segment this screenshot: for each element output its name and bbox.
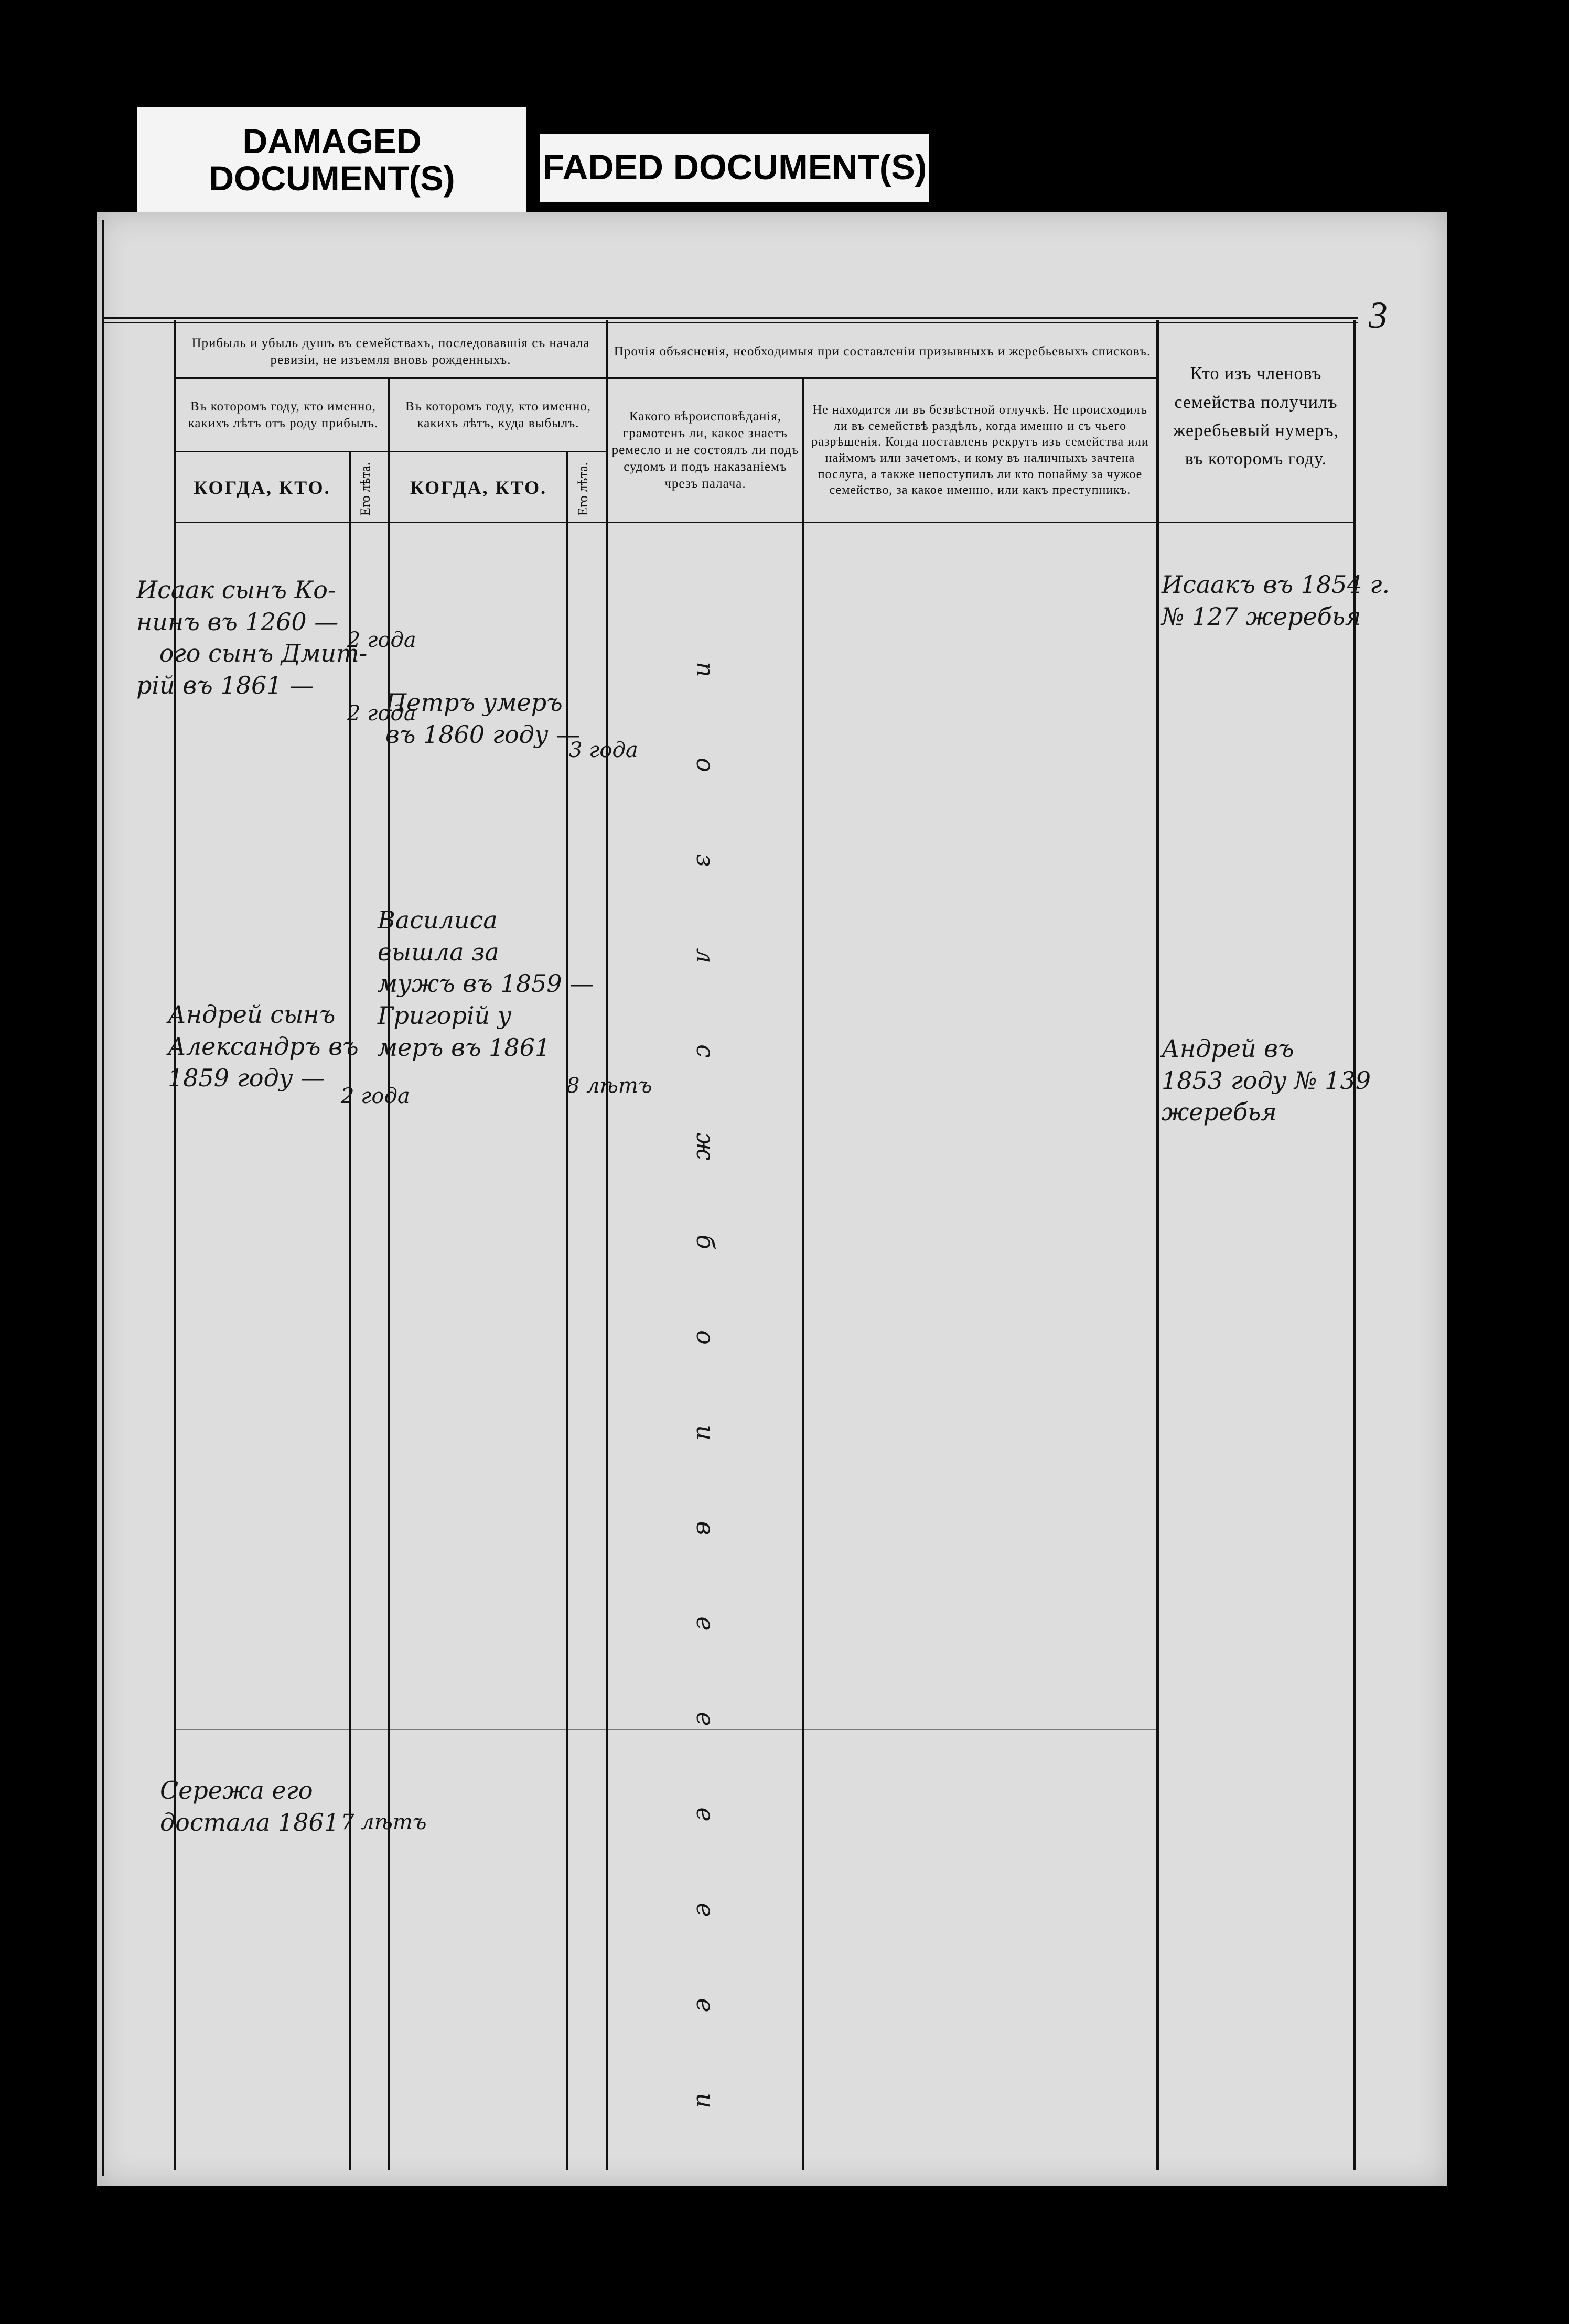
header-rule <box>174 522 1354 523</box>
entry-departed-1-age: 3 года <box>569 738 638 762</box>
header-age-departed: Его лѣта. <box>575 462 590 516</box>
religion-vertical-char: о <box>691 1330 719 1345</box>
entry-arrived-2-age: 2 года <box>341 1084 410 1108</box>
page-number: 3 <box>1369 294 1388 336</box>
header-religion: Какого вѣроисповѣданiя, грамотенъ ли, какое знаетъ ремесло и не состоялъ ли подъ судомъ и подъ наказанiемъ чрезъ палача. <box>611 409 799 491</box>
religion-vertical-char: е <box>691 1903 719 1917</box>
top-double-rule-inner <box>102 322 1358 323</box>
religion-vertical-char: с <box>691 1044 719 1058</box>
damaged-document-label: DAMAGED DOCUMENT(S) <box>137 107 526 212</box>
religion-vertical-char: о <box>691 758 719 772</box>
entry-departed-2-age: 8 лѣтъ <box>566 1074 652 1098</box>
religion-vertical-char: в <box>691 1521 719 1536</box>
religion-vertical-char: и <box>691 1425 719 1441</box>
header-arrived: Въ которомъ году, кто именно, какихъ лѣтъ отъ роду прибылъ. <box>188 399 379 430</box>
left-border <box>102 220 104 2176</box>
entry-arrived-1: Исаак сынъ Ко- нинъ въ 1260 — ого сынъ Дмит- рiй въ 1861 — <box>136 576 368 700</box>
religion-vertical-char: е <box>691 1616 719 1631</box>
header-rule <box>174 451 607 452</box>
top-double-rule <box>102 317 1358 319</box>
religion-vertical-char: л <box>691 948 719 964</box>
entry-arrived-1-age: 2 года <box>347 628 416 652</box>
header-rule <box>174 377 1157 379</box>
header-absence: Не находится ли въ безвѣстной отлучкѣ. Не происходилъ ли въ семействѣ раздѣлъ, когда именно и съ чьего разрѣшенiя. Когда поставленъ рекрутъ изъ семейства или наймомъ или зачетомъ, и кому въ наличныхъ зачтена послуга, а также непоступилъ ли кто понайму за чужое семейство, за какое именно, или какъ преступникъ. <box>811 403 1149 498</box>
entry-arrived-2: Андрей сынъ Александръ въ 1859 году — <box>168 1000 359 1093</box>
col-rule <box>606 320 608 2170</box>
entry-arrived-1-age: 2 года <box>347 701 416 726</box>
entry-departed-2: Василиса вышла за мужъ въ 1859 — Григорiй у меръ въ 1861 <box>378 906 594 1062</box>
religion-vertical-char: е <box>691 1712 719 1726</box>
col-rule <box>1156 320 1159 2170</box>
religion-vertical-char: з <box>691 853 719 867</box>
religion-vertical-char: и <box>691 2093 719 2109</box>
religion-vertical-char: е <box>691 1998 719 2013</box>
header-other-explanations: Прочiя объясненiя, необходимыя при составленiи призывныхъ и жеребьевыхъ списковъ. <box>614 344 1151 359</box>
entry-arrived-3: Сережа его достала 1861 <box>160 1776 340 1836</box>
col-rule <box>802 377 804 2170</box>
header-age-arrived: Его лѣта. <box>358 462 373 516</box>
entry-arrived-3-age: 7 лѣтъ <box>341 1810 427 1834</box>
row-rule <box>174 1729 1157 1730</box>
religion-vertical-char: б <box>691 1234 719 1250</box>
header-lot-number: Кто изъ членовъ семейства получилъ жеребьевый нумеръ, въ которомъ году. <box>1173 364 1339 469</box>
header-gain-loss: Прибыль и убыль душъ въ семействахъ, последовавшiя съ начала ревизiи, не изъемля вновь рожденныхъ. <box>191 336 590 367</box>
religion-vertical-char: ж <box>691 1132 719 1161</box>
religion-vertical-char: п <box>691 662 719 677</box>
header-when-who-arrived: КОГДА, КТО. <box>194 477 331 498</box>
header-when-who-departed: КОГДА, КТО. <box>410 477 547 498</box>
faded-document-label: FADED DOCUMENT(S) <box>540 134 929 202</box>
entry-lot-1: Исаакъ въ 1854 г. № 127 жеребья <box>1162 570 1390 631</box>
entry-lot-2: Андрей въ 1853 году № 139 жеребья <box>1162 1034 1371 1127</box>
entry-departed-1: Петръ умеръ въ 1860 году — <box>385 688 581 749</box>
header-departed: Въ которомъ году, кто именно, какихъ лѣтъ, куда выбылъ. <box>405 399 592 430</box>
religion-vertical-char: е <box>691 1807 719 1822</box>
